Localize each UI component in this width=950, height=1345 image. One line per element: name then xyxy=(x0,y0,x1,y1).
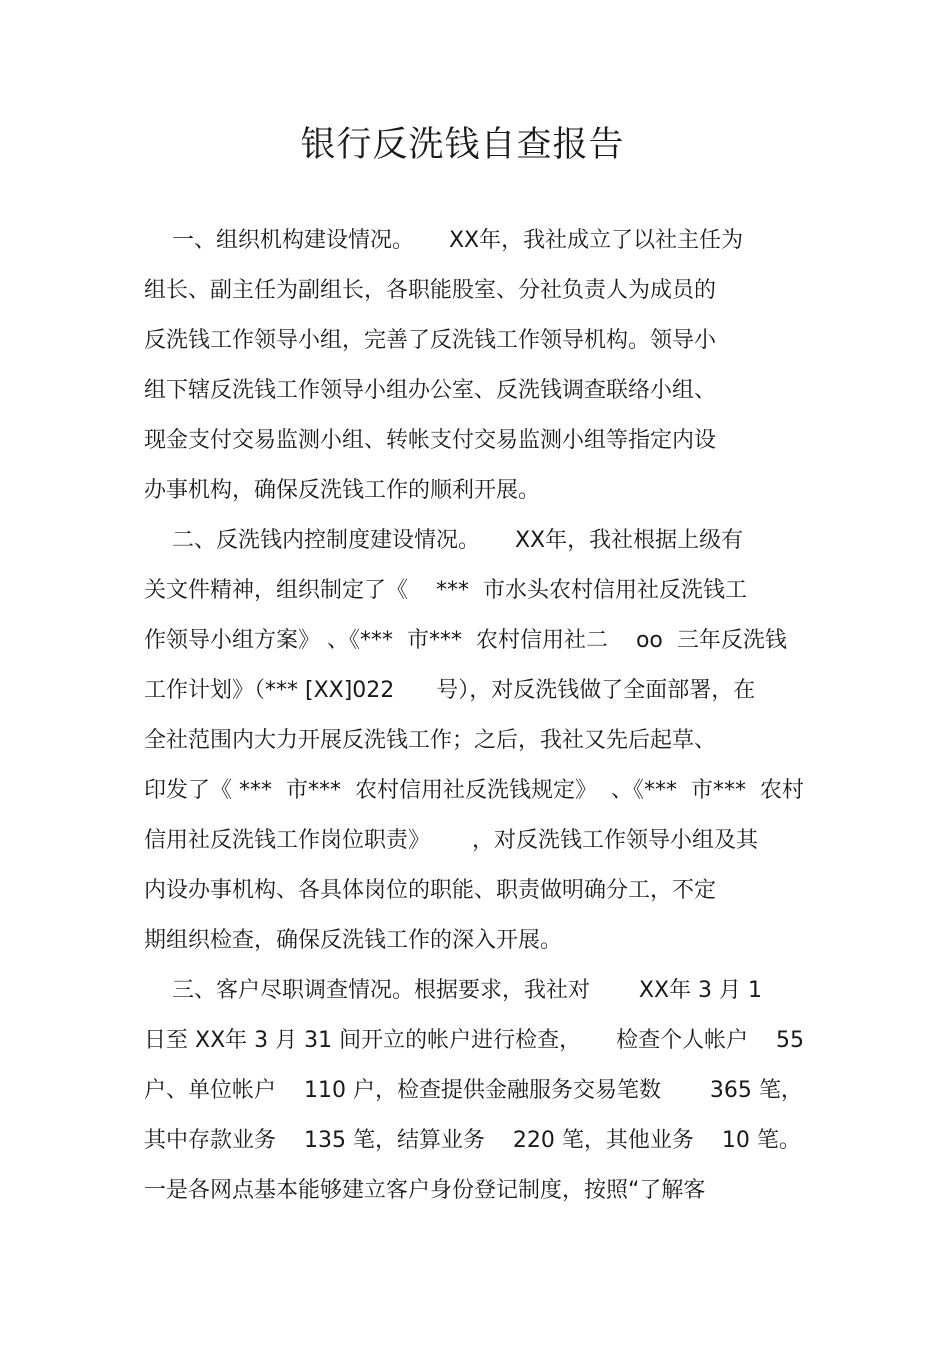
body-line: 信用社反洗钱工作岗位职责》 ，对反洗钱工作领导小组及其 xyxy=(144,828,758,853)
body-line: 工作计划》（*** [XX]022 号），对反洗钱做了全面部署，在 xyxy=(144,678,756,703)
body-line: 反洗钱工作领导小组，完善了反洗钱工作领导机构。领导小 xyxy=(144,328,717,353)
body-line: 户、单位帐户 110 户，检查提供金融服务交易笔数 365 笔， xyxy=(144,1078,803,1103)
body-line: 办事机构，确保反洗钱工作的顺利开展。 xyxy=(144,478,541,503)
body-line: 期组织检查，确保反洗钱工作的深入开展。 xyxy=(144,928,563,953)
body-line: 内设办事机构、各具体岗位的职能、职责做明确分工，不定 xyxy=(144,878,717,903)
body-line: 现金支付交易监测小组、转帐支付交易监测小组等指定内设 xyxy=(144,428,717,453)
body-line: 一、组织机构建设情况。 XX年，我社成立了以社主任为 xyxy=(144,228,744,253)
body-line: 作领导小组方案》 、《*** 市*** 农村信用社二 oo 三年反洗钱 xyxy=(144,628,787,653)
body-line: 日至 XX年 3 月 31 间开立的帐户进行检查， 检查个人帐户 55 xyxy=(144,1028,805,1053)
document-title: 银行反洗钱自查报告 xyxy=(300,125,625,165)
body-line: 全社范围内大力开展反洗钱工作；之后，我社又先后起草、 xyxy=(144,728,717,753)
body-line: 组长、副主任为副组长，各职能股室、分社负责人为成员的 xyxy=(144,278,717,303)
body-line: 印发了《 *** 市*** 农村信用社反洗钱规定》 、《*** 市*** 农村 xyxy=(144,778,804,803)
body-line: 二、反洗钱内控制度建设情况。 XX年，我社根据上级有 xyxy=(144,528,744,553)
body-line: 关文件精神，组织制定了《 *** 市水头农村信用社反洗钱工 xyxy=(144,578,747,603)
body-line: 组下辖反洗钱工作领导小组办公室、反洗钱调查联络小组、 xyxy=(144,378,717,403)
body-line: 三、客户尽职调查情况。根据要求，我社对 XX年 3 月 1 xyxy=(144,978,763,1003)
body-line: 其中存款业务 135 笔，结算业务 220 笔，其他业务 10 笔。 xyxy=(144,1128,801,1153)
body-line: 一是各网点基本能够建立客户身份登记制度，按照“了解客 xyxy=(144,1178,706,1203)
